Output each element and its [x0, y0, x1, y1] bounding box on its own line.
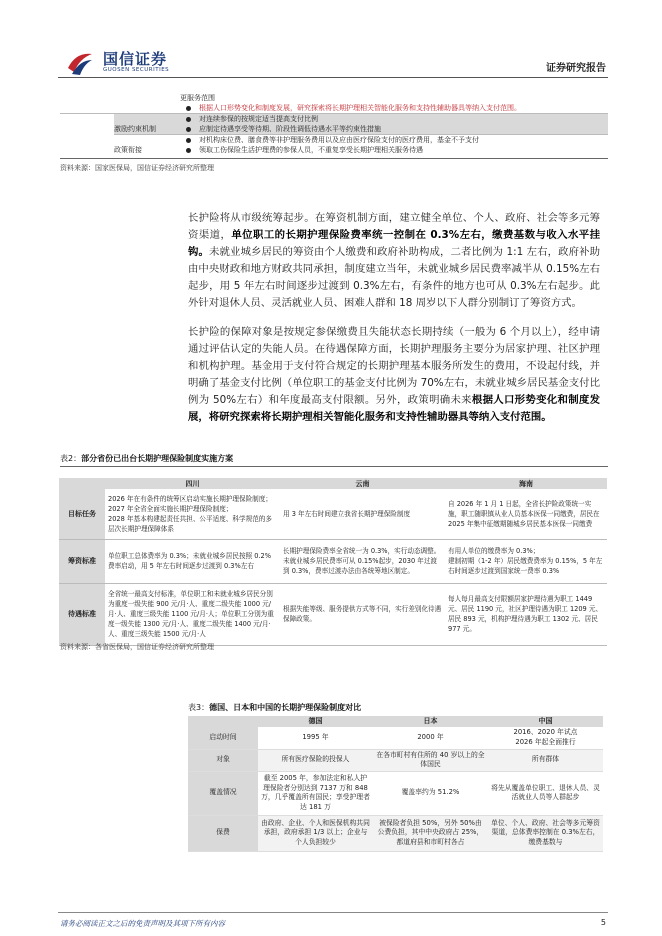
- caption-number: 表3：: [188, 703, 210, 712]
- table-cell: 应制定待遇享受等待期、阶段性调低待遇水平等约束性措施: [199, 125, 381, 133]
- country-comparison-table: [188, 716, 603, 852]
- column-header: [59, 478, 105, 489]
- row-label: 政策衔接: [114, 146, 142, 154]
- logo-text: 国信证券: [103, 50, 168, 68]
- bullet-icon: [186, 148, 191, 153]
- paragraph-bold-text: 根据人口形势变化和制度发展，将研究探索将长期护理相关智能化服务和支持性辅助器具等纳入支付范围。: [188, 393, 600, 423]
- source-note: 资料来源：各省医保局，国信证券经济研究所整理: [60, 643, 214, 651]
- table-row: [188, 749, 603, 771]
- table-cell: 有用人单位的缴费率为 0.3%； 建制初期（1-2 年）居民缴费费率为 0.15%，5 年左右时间逐步过渡到国家统一费率 0.3%: [445, 539, 607, 583]
- row-label: 激励约束机制: [114, 125, 156, 133]
- source-note: 资料来源：国家医保局，国信证券经济研究所整理: [60, 164, 214, 172]
- table-caption: [188, 702, 361, 713]
- header-divider: [58, 77, 608, 78]
- table-cell: 单位职工总体费率为 0.3%；未就业城乡居民按照 0.2%费率启动，用 5 年左右时间逐步过渡到 0.3%左右: [105, 539, 280, 583]
- table-row: [59, 489, 607, 539]
- table-cell: 领取工伤保险生活护理费的参保人员，不重复享受长期护理相关服务待遇: [199, 146, 423, 154]
- logo-english-text: GUOSEN SECURITIES: [103, 67, 170, 73]
- table-cell: 1995 年: [258, 727, 373, 749]
- caption-text: 德国、日本和中国的长期护理保险制度对比: [209, 703, 362, 712]
- table-divider: [60, 158, 608, 159]
- table-cell: 所有医疗保险的投保人: [258, 749, 373, 771]
- table-row: [114, 124, 608, 134]
- bullet-icon: [186, 127, 191, 132]
- table-row: [60, 103, 608, 114]
- row-label: 覆盖情况: [188, 771, 258, 815]
- paragraph-text: 长护险的保障对象是按规定参保缴费且失能状态长期持续（一般为 6 个月以上），经申请通过评估认定的失能人员。在待遇保障方面，长期护理服务主要分为居家护理、社区护理和机构护理。基金用于支付符合规定的长期护理基本服务所发生的费用，不设起付线，并明确了基金支付比例（单位职工的基金支付比例为 70%左右，未就业城乡居民基金支付比例为 50%左右）和年度最高支付限额。另外，政策明确未来: [188, 326, 600, 406]
- paragraph-text: 未就业城乡居民的筹资由个人缴费和政府补助构成，二者比例为 1:1 左右，政府补助由中央财政和地方财政共同承担，制度建立当年，未就业城乡居民费率减半从 0.15%左右起步，用 5 年左右时间逐步过渡到 0.3%左右，有条件的地方也可从 0.3%左右起步。此外针对退休人员、灵活就业人员、困难人群和 18 周岁以下人群分别制订了筹资方式。: [188, 245, 601, 309]
- column-header: [188, 716, 258, 727]
- table-cell: 所有群体: [488, 749, 603, 771]
- table-row: [188, 771, 603, 815]
- row-label: 对象: [188, 749, 258, 771]
- bullet-icon: [186, 117, 191, 122]
- page-number: 5: [600, 918, 606, 927]
- footer-divider: [58, 912, 608, 913]
- table-header-row: [188, 716, 603, 727]
- row-label: 启动时间: [188, 727, 258, 749]
- table-divider: [60, 466, 608, 467]
- column-header: 德国: [258, 716, 373, 727]
- table-cell: 对机构床位费、膳食费等非护理服务费用以及应由医疗保险支付的医疗费用，基金不予支付: [199, 136, 479, 144]
- row-label: 筹资标准: [59, 539, 105, 583]
- body-paragraph: [188, 210, 600, 311]
- table-cell: 根据人口形势变化和制度发展，研究探索将长期护理相关智能化服务和支持性辅助器具等纳入支付范围。: [199, 104, 521, 112]
- bullet-icon: [186, 106, 191, 111]
- table-caption: [60, 453, 233, 464]
- policy-table-continuation: [60, 93, 608, 173]
- column-header: 四川: [105, 478, 280, 489]
- table-cell: 根据失能等级、服务提供方式等不同，实行差别化待遇保障政策。: [280, 583, 445, 645]
- caption-number: 表2：: [60, 454, 82, 463]
- disclaimer-link[interactable]: 请务必阅读正文之后的免责声明及其项下所有内容: [60, 919, 225, 928]
- table-cell: 对连续参保的按规定适当提高支付比例: [199, 115, 318, 123]
- row-label: 保费: [188, 815, 258, 851]
- column-header: 日本: [373, 716, 488, 727]
- table-cell: 2016、2020 年试点 2026 年起全面推行: [488, 727, 603, 749]
- bullet-icon: [186, 138, 191, 143]
- table-cell: 单位、个人、政府、社会等多元筹资渠道，总体费率控制在 0.3%左右，缴费基数与: [488, 815, 603, 851]
- caption-text: 部分省份已出台长期护理保险制度实施方案: [81, 454, 234, 463]
- row-label: 待遇标准: [59, 583, 105, 645]
- table-cell: 由政府、企业、个人和医保机构共同承担，政府承担 1/3 以上；企业与个人负担较少: [258, 815, 373, 851]
- table-row: [59, 539, 607, 583]
- table-cell: 覆盖率约为 51.2%: [373, 771, 488, 815]
- table-cell: 将先从覆盖单位职工、退休人员、灵活就业人员等人群起步: [488, 771, 603, 815]
- table-row: [60, 93, 608, 103]
- table-cell: 全省统一最高支付标准，单位职工和未就业城乡居民分别为重度一级失能 900 元/月·人、重度二级失能 1000 元/月·人、重度三级失能 1100 元/月·人；单位职工分别为重度一级失能 1300 元/月·人、重度二级失能 1400 元/月·人、重度三级失能 1500 元/月·人: [105, 583, 280, 645]
- table-cell: 在各市町村有住所的 40 岁以上的全体国民: [373, 749, 488, 771]
- province-policy-table: [59, 478, 607, 646]
- column-header: 中国: [488, 716, 603, 727]
- table-row: [114, 114, 608, 124]
- table-cell: 2026 年在有条件的统筹区启动实施长期护理保险制度； 2027 年全省全面实施长期护理保险制度； 2028 年基本构建起责任共担、公平适度、科学规范的多层次长期护理保障体系: [105, 489, 280, 539]
- table-row: [114, 135, 608, 145]
- row-label: 目标任务: [59, 489, 105, 539]
- column-header: 云南: [280, 478, 445, 489]
- table-cell: 2000 年: [373, 727, 488, 749]
- column-header: 海南: [445, 478, 607, 489]
- paragraph-text: 长护险将从市级统筹起步。在筹资机制方面，建立健全单位、个人、政府、社会等多元筹资渠道，: [188, 212, 600, 241]
- report-type-label: 证券研究报告: [546, 63, 606, 74]
- table-cell: 长期护理保险费率全省统一为 0.3%，实行动态调整。未就业城乡居民费率可从 0.15%起步，2030 年过渡到 0.3%，费率过渡办法由各统筹地区制定。: [280, 539, 445, 583]
- table-cell: 每人每月最高支付限额居家护理待遇为职工 1449 元、居民 1190 元，社区护理待遇为职工 1209 元、居民 893 元，机构护理待遇为职工 1302 元、居民 977 元。: [445, 583, 607, 645]
- table-row: [59, 583, 607, 645]
- table-cell: 自 2026 年 1 月 1 日起，全省长护险政策统一实施，职工随职镇从业人员基本医保一同缴费，居民在 2025 年集中征缴期随城乡居民基本医保一同缴费: [445, 489, 607, 539]
- guosen-logo-icon: [66, 48, 94, 76]
- table-cell: 截至 2005 年，参加法定和私人护理保险者分别达到 7137 万和 848 万，几乎覆盖所有国民；享受护理者达 181 万: [258, 771, 373, 815]
- table-cell: 被保险者负担 50%，另外 50%由公费负担，其中中央政府占 25%，都道府县和市町村各占: [373, 815, 488, 851]
- table-row: [188, 815, 603, 851]
- table-header-row: [59, 478, 607, 489]
- paragraph-bold-text: 单位职工的长期护理保险费率统一控制在 0.3%左右，缴费基数与收入水平挂钩。: [188, 228, 600, 258]
- table-cell: 用 3 年左右时间建立我省长期护理保险制度: [280, 489, 445, 539]
- table-cell: 更服务范围: [180, 94, 215, 102]
- body-paragraph: [188, 324, 600, 425]
- table-row: [114, 145, 608, 155]
- table-row: [188, 727, 603, 749]
